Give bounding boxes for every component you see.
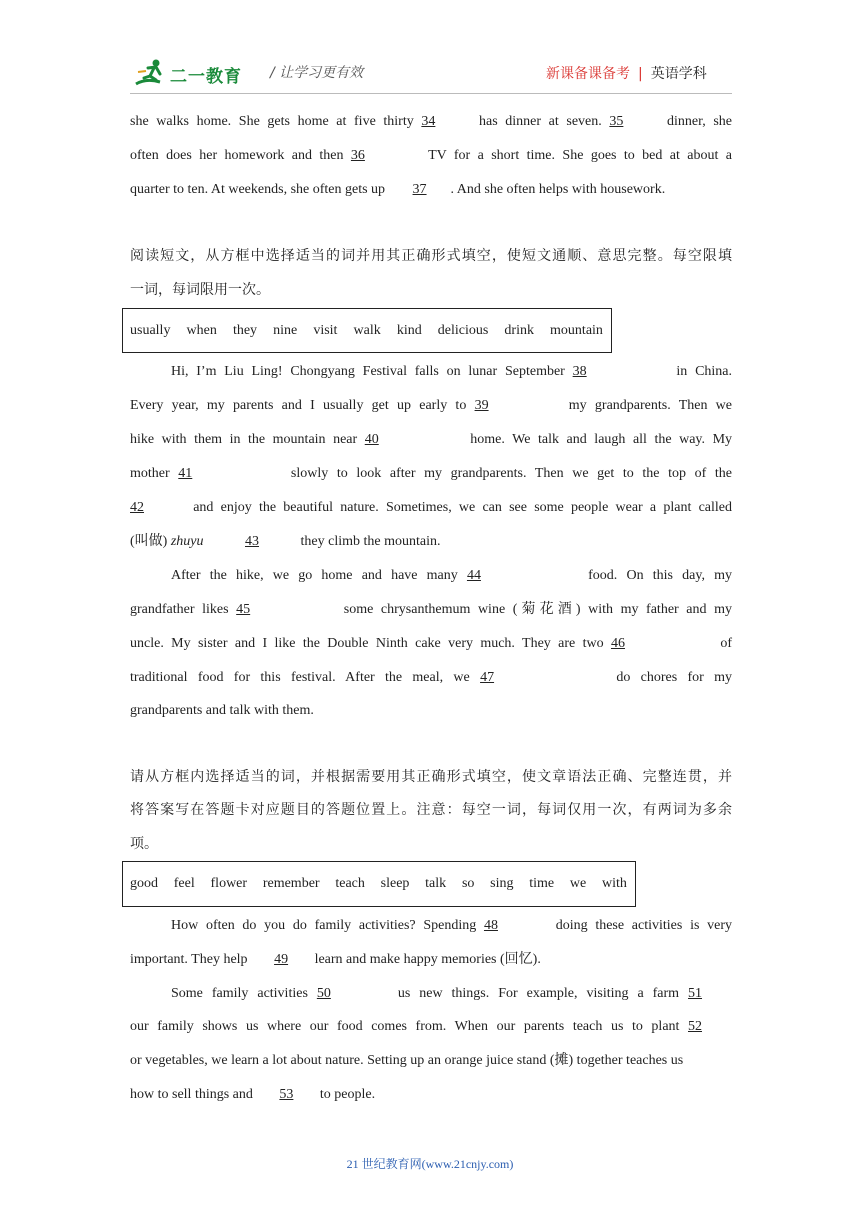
word-box-item: talk xyxy=(425,876,447,891)
word-box-item: visit xyxy=(313,322,338,338)
section3-line1: How often do you do family activities? Spending 48 doing these activities is very xyxy=(130,916,732,936)
blank-36: 36 xyxy=(350,148,365,163)
blank-48: 48 xyxy=(483,918,498,933)
header-right xyxy=(546,63,707,83)
blank-51: 51 xyxy=(688,986,703,1001)
blank-39: 39 xyxy=(474,398,489,413)
word-box-item: with xyxy=(602,876,627,891)
section2-line6: (叫做) zhuyu 43 they climb the mountain. xyxy=(130,532,732,552)
section3-instruction-3: 项。 xyxy=(130,836,158,852)
header-separator: | xyxy=(638,66,643,82)
blank-53: 53 xyxy=(279,1087,294,1102)
blank-41: 41 xyxy=(178,466,193,481)
section3-line2: important. They help 49 learn and make happy memories (回忆). xyxy=(130,950,732,970)
word-box-item: drink xyxy=(504,322,534,338)
blank-52: 52 xyxy=(688,1019,702,1034)
logo xyxy=(134,58,254,90)
logo-text: 二一教育 xyxy=(170,67,242,87)
section2-line3: hike with them in the mountain near 40 home. We talk and laugh all the way. My xyxy=(130,430,732,450)
word-box-item: time xyxy=(529,876,555,891)
section2-line1: Hi, I’m Liu Ling! Chongyang Festival falls on lunar September 38 in China. xyxy=(130,362,732,382)
section2-instruction-2: 一词，每词限用一次。 xyxy=(130,282,270,298)
blank-44: 44 xyxy=(466,568,481,583)
word-box-item: feel xyxy=(173,876,195,891)
word-box-item: kind xyxy=(396,322,422,338)
word-box-item: remember xyxy=(262,876,320,891)
word-box-item: flower xyxy=(210,876,248,891)
blank-37: 37 xyxy=(412,182,427,197)
section3-line5: or vegetables, we learn a lot about nature. Setting up an orange juice stand (摊) together teaches us xyxy=(130,1053,684,1068)
blank-42: 42 xyxy=(130,500,144,515)
section3-line3: Some family activities 50 us new things. For example, visiting a farm 51 xyxy=(130,984,732,1004)
runner-logo-icon xyxy=(134,58,170,90)
blank-35: 35 xyxy=(609,114,624,129)
section2-line11: grandparents and talk with them. xyxy=(130,703,314,718)
section2-line8: grandfather likes 45 some chrysanthemum wine (菊花酒) with my father and my xyxy=(130,600,732,620)
blank-43: 43 xyxy=(245,534,259,549)
blank-38: 38 xyxy=(572,364,587,379)
word-box-item: walk xyxy=(353,322,381,338)
blank-34: 34 xyxy=(421,114,436,129)
slogan: / 让学习更有效 xyxy=(270,65,364,81)
blank-45: 45 xyxy=(236,602,251,617)
blank-50: 50 xyxy=(316,986,331,1001)
word-box-item: so xyxy=(461,876,475,891)
word-box-item: usually xyxy=(130,322,171,338)
section2-line7: After the hike, we go home and have many 44 food. On this day, my xyxy=(130,566,732,586)
blank-47: 47 xyxy=(480,670,495,685)
word-box-item: good xyxy=(130,876,158,891)
section3-instruction-1: 请从方框内选择适当的词，并根据需要用其正确形式填空，使文章语法正确、完整连贯，并 xyxy=(130,769,732,785)
word-box-item: we xyxy=(569,876,587,891)
blank-46: 46 xyxy=(610,636,625,651)
word-box-item: nine xyxy=(273,322,298,338)
word-box-item: sleep xyxy=(380,876,410,891)
page-header xyxy=(0,0,860,100)
section3-instruction-2: 将答案写在答题卡对应题目的答题位置上。注意：每空一词，每词仅用一次，有两词为多余 xyxy=(130,802,732,818)
section2-line4: mother 41 slowly to look after my grandparents. Then we get to the top of the xyxy=(130,464,732,484)
section2-line10: traditional food for this festival. After the meal, we 47 do chores for my xyxy=(130,668,732,688)
blank-49: 49 xyxy=(274,952,289,967)
passage1-line1: she walks home. She gets home at five thirty 34 has dinner at seven. 35 dinner, she xyxy=(130,112,732,132)
section2-line2: Every year, my parents and I usually get up early to 39 my grandparents. Then we xyxy=(130,396,732,416)
section3-line6: how to sell things and 53 to people. xyxy=(130,1085,732,1105)
word-box-2 xyxy=(122,861,636,907)
page-footer[interactable]: 21 世纪教育网(www.21cnjy.com) xyxy=(346,1157,514,1171)
header-divider xyxy=(130,93,732,94)
word-box-item: mountain xyxy=(550,322,603,338)
section2-instruction-1: 阅读短文，从方框中选择适当的词并用其正确形式填空，使短文通顺、意思完整。每空限填 xyxy=(130,248,732,264)
word-box-item: when xyxy=(186,322,217,338)
section2-line9: uncle. My sister and I like the Double Ninth cake very much. They are two 46 of xyxy=(130,634,732,654)
word-box-item: they xyxy=(232,322,258,338)
subject-label: 英语学科 xyxy=(650,66,707,82)
passage1-line3: quarter to ten. At weekends, she often gets up 37 . And she often helps with housework. xyxy=(130,180,732,200)
word-box-1 xyxy=(122,308,612,353)
section2-line5: 42 and enjoy the beautiful nature. Sometimes, we can see some people wear a plant called xyxy=(130,498,732,518)
word-box-item: sing xyxy=(490,876,514,891)
word-box-item: delicious xyxy=(437,322,489,338)
passage1-line2: often does her homework and then 36 TV for a short time. She goes to bed at about a xyxy=(130,146,732,166)
word-box-item: teach xyxy=(335,876,365,891)
blank-40: 40 xyxy=(364,432,379,447)
section3-line4: our family shows us where our food comes from. When our parents teach us to plant 52 xyxy=(130,1017,732,1037)
course-label: 新课备课备考 xyxy=(546,66,630,82)
